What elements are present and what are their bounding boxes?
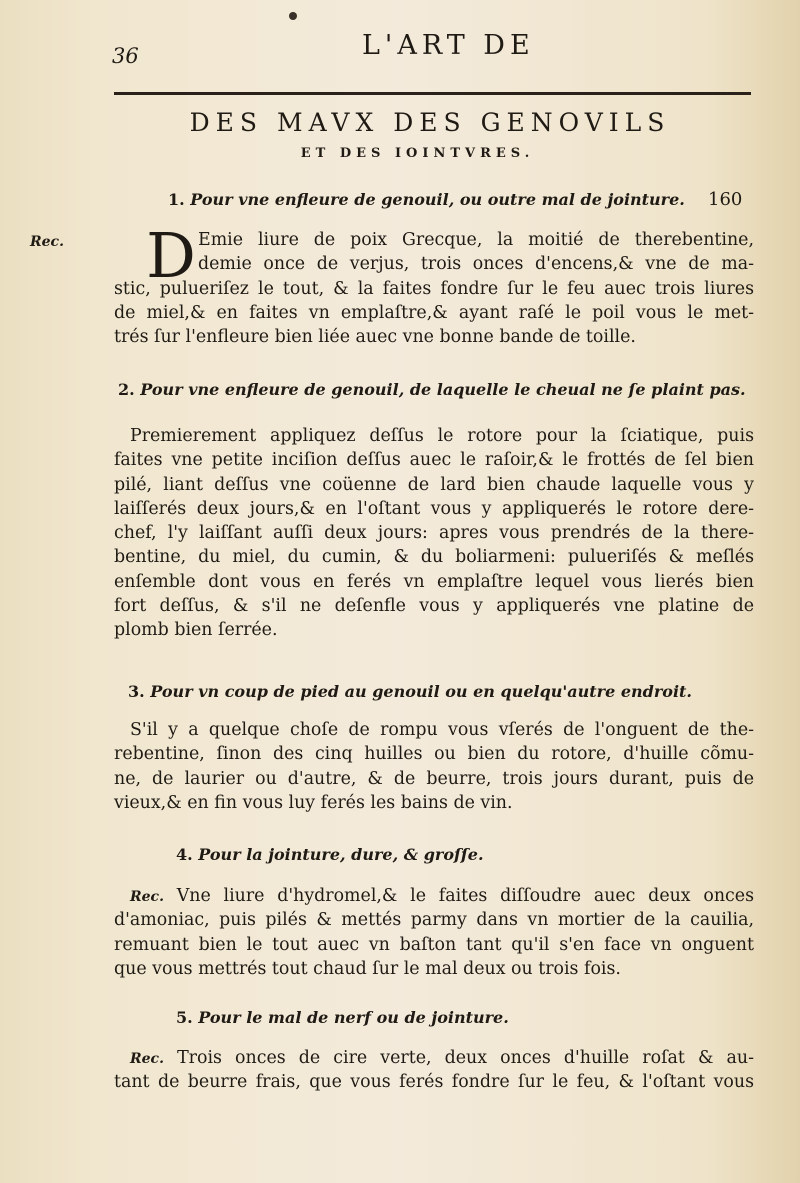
text-line: Emie liure de poix Grecque, la moitié de therebentine, [198, 230, 754, 250]
entry-4-number: 4. [176, 845, 193, 864]
text-line: enſemble dont vous en ferés vn emplaſtre lequel vous lierés bien [114, 571, 754, 592]
text-line: Premierement appliquez deſſus le rotore pour la ſciatique, puis [130, 426, 754, 446]
entry-3-number: 3. [128, 682, 145, 701]
section-title: DES MAVX DES GENOVILS [189, 108, 671, 137]
entry-1-prefix: Rec. [30, 234, 64, 250]
text-line: laiſſerés deux jours,& en l'oſtant vous y appliquerés le rotore dere- [114, 498, 754, 519]
text-line: remuant bien le tout auec vn baſton tant qu'il s'en face vn onguent [114, 934, 754, 955]
text-line: tant de beurre frais, que vous ferés fondre ſur le feu, & l'oſtant vous [114, 1072, 754, 1093]
text-line: stic, pulueriſez le tout, & la faites fondre ſur le feu auec trois liures [114, 278, 754, 299]
dropcap: D [146, 219, 196, 292]
text-line: faites vne petite inciſion deſſus auec le raſoir,& le frottés de ſel bien [114, 450, 754, 471]
ink-dot [289, 12, 297, 20]
entry-5-heading [176, 1008, 509, 1027]
entry-1-lines-a [198, 228, 754, 277]
text-line: bentine, du miel, du cumin, & du boliarmeni: pulueriſés & meſlés [114, 547, 754, 568]
entry-2-heading-text: Pour vne enfleure de genouil, de laquelle le cheual ne ſe plaint pas. [140, 380, 746, 399]
text-line: Vne liure d'hydromel,& le faites diſſoudre auec deux onces [176, 886, 754, 906]
entry-4-heading [176, 845, 484, 864]
text-line: vieux,& en fin vous luy ferés les bains de vin. [114, 792, 513, 813]
entry-4-heading-text: Pour la jointure, dure, & groſſe. [198, 845, 484, 864]
entry-5-prefix: Rec. [130, 1051, 164, 1067]
text-line: d'amoniac, puis pilés & mettés parmy dans vn mortier de la cauilia, [114, 910, 754, 931]
entry-5-heading-text: Pour le mal de nerf ou de jointure. [198, 1008, 509, 1027]
entry-2-text [114, 424, 754, 643]
text-line: de miel,& en faites vn emplaſtre,& ayant raſé le poil vous le met- [114, 302, 754, 323]
entry-2-number: 2. [118, 380, 135, 399]
entry-1-page-ref: 160 [708, 189, 743, 210]
entry-5-text [114, 1046, 754, 1095]
entry-5-number: 5. [176, 1008, 193, 1027]
text-line: fort deſſus, & s'il ne deſenfle vous y appliquerés vne platine de [114, 596, 754, 617]
entry-5-first-line [114, 1046, 754, 1070]
text-line: trés ſur l'enfleure bien liée auec vne bonne bande de toille. [114, 327, 636, 348]
page-number: 36 [112, 44, 139, 68]
text-line: plomb bien ſerrée. [114, 620, 278, 641]
text-line: chef, l'y laiſſant auſſi deux jours: apres vous prendrés de la there- [114, 523, 754, 544]
entry-4-prefix: Rec. [130, 889, 164, 905]
text-line: demie once de verjus, trois onces d'encens,& vne de ma- [198, 254, 754, 275]
entry-1-heading-text: Pour vne enfleure de genouil, ou outre mal de jointure. [190, 190, 685, 209]
text-line: que vous mettrés tout chaud ſur le mal deux ou trois fois. [114, 958, 621, 979]
text-line: pilé, liant deſſus vne coüenne de lard bien chaude laquelle vous y [114, 474, 754, 495]
text-line: ne, de laurier ou d'autre, & de beurre, trois jours durant, puis de [114, 768, 754, 789]
text-line: S'il y a quelque choſe de rompu vous vſerés de l'onguent de the- [130, 720, 754, 740]
entry-2-heading [118, 380, 746, 399]
header-rule [114, 92, 751, 95]
entry-3-heading-text: Pour vn coup de pied au genouil ou en quelqu'autre endroit. [150, 682, 692, 701]
entry-4-text [114, 884, 754, 981]
entry-3-heading [128, 682, 692, 701]
section-subtitle: ET DES IOINTVRES. [300, 146, 535, 161]
entry-1-number: 1. [168, 190, 185, 209]
running-title: L'ART DE [362, 30, 535, 61]
entry-4-first-line [114, 884, 754, 908]
entry-1-heading [168, 189, 743, 210]
text-line: rebentine, ſinon des cinq huilles ou bien du rotore, d'huille cõmu- [114, 744, 754, 765]
text-line: Trois onces de cire verte, deux onces d'huille roſat & au- [177, 1048, 754, 1068]
entry-1-lines-b [114, 277, 754, 350]
entry-3-text [114, 718, 754, 815]
